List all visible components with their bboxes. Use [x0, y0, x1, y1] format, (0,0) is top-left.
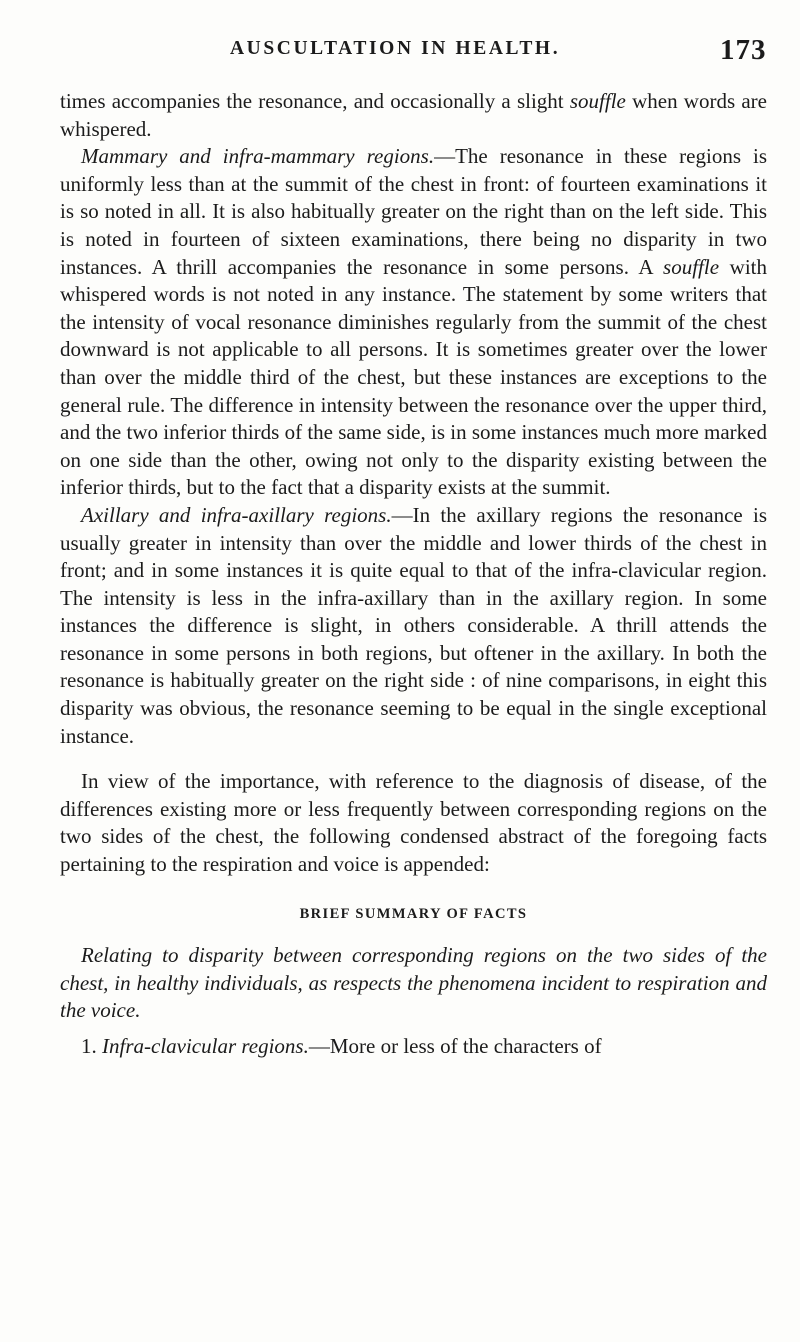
running-title: AUSCULTATION IN HEALTH.: [230, 38, 561, 59]
item-lead: Infra-clavicular regions.: [102, 1034, 309, 1058]
souffle-term: souffle: [569, 89, 626, 113]
summary-item-1: 1. Infra-clavicular regions.—More or less of the characters of: [81, 1034, 602, 1058]
paragraph-continuation: times accompanies the resonance, and occasionally a slight souffle when words are whispered.: [60, 89, 768, 141]
souffle-term: souffle: [663, 254, 720, 279]
summary-heading: BRIEF SUMMARY OF FACTS: [299, 905, 528, 922]
item-number: 1.: [81, 1034, 97, 1058]
paragraph-summary-intro: In view of the importance, with reference to the diagnosis of disease, of the differences existing more or less frequently between corresponding regions on the two sides of the chest, the following condensed abstract of the foregoing facts pertaining to the respiration and voice is appended:: [60, 769, 767, 877]
summary-subheading: Relating to disparity between corresponding regions on the two sides of the chest, in healthy individuals, as respects the phenomena incident to respiration and the voice.: [60, 943, 767, 1023]
page-number: 173: [720, 34, 767, 66]
section-lead-axillary: Axillary and infra-axillary regions.: [81, 502, 392, 527]
section-lead-mammary: Mammary and infra-mammary regions.: [81, 144, 435, 169]
page-body: [60, 88, 767, 1061]
paragraph-axillary-regions: Axillary and infra-axillary regions.—In the axillary regions the resonance is usually greater in intensity than over the middle and lower thirds of the chest in front; and in some instances it is quite equal to that of the infra-clavicular region. The intensity is less in the infra-axillary than in the axillary region. In some instances the difference is slight, in others considerable. A thrill attends the resonance in some persons in both regions, but oftener in the axillary. In both the resonance is habitually greater on the right side : of nine comparisons, in eight this disparity was obvious, the resonance seeming to be equal in the single exceptional instance.: [60, 502, 767, 748]
paragraph-mammary-regions: Mammary and infra-mammary regions.—The resonance in these regions is uniformly less than at the summit of the chest in front: of fourteen examinations it is so noted in all. It is also habitually greater on the right than on the left side. This is noted in fourteen of sixteen examinations, there being no disparity in two instances. A thrill accompanies the resonance in some persons. A souffle with whispered words is not noted in any instance. The statement by some writers that the intensity of vocal resonance diminishes regularly from the summit of the chest downward is not applicable to all persons. It is sometimes greater over the lower than over the middle third of the chest, but these instances are exceptions to the general rule. The difference in intensity between the resonance over the upper third, and the two inferior thirds of the same side, is in some instances much more marked on one side than the other, owing not only to the disparity existing between the inferior thirds, but to the fact that a disparity exists at the summit.: [60, 144, 767, 500]
page-header: [0, 34, 800, 74]
